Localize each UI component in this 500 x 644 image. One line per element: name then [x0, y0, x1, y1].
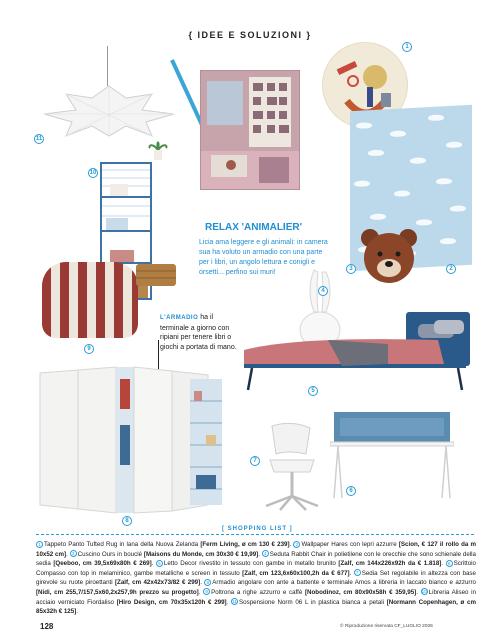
marker-7: 7 [250, 456, 260, 466]
room-photo [200, 70, 300, 190]
list-item: 3 Cuscino Ours in bouclé [Maisons du Monde, cm 30x30 € 19,99]. [70, 551, 262, 558]
marker-9: 9 [84, 344, 94, 354]
list-item: 11 Sospensione Norm 06 L in plastica bianca a petali [Normann Copenhagen, ø cm 85x32h € 125]. [36, 598, 476, 616]
list-item: 1 Tappeto Panto Tufted Rug in lana della Nuova Zelanda [Ferm Living, ø cm 130 € 239]. [36, 541, 293, 548]
marker-4: 4 [318, 286, 328, 296]
marker-10: 10 [89, 170, 97, 176]
list-item: 9 Poltrona a righe azzurro e caffè [Nobodinoz, cm 80x90x58h € 359,95]. [203, 589, 420, 596]
page-number: 128 [40, 622, 54, 631]
marker-11: 11 [35, 136, 43, 142]
bed-image [238, 310, 472, 392]
swivel-chair-image [258, 420, 324, 512]
marker-2: 2 [446, 264, 456, 274]
room-title: RELAX 'ANIMALIER' [205, 222, 302, 233]
list-item: 10 Libreria Aliseo in acciaio verniciato Fiordaliso [Hiro Design, cm 70x35x120h € 299]. [36, 588, 476, 606]
callout-text: ha il terminale a giorno con ripiani per tenere libri o giochi a portata di mano. [160, 314, 237, 351]
wicker-basket-image [134, 262, 178, 288]
list-item: 8 Armadio angolare con ante a battente e terminale Amos a libreria in laccato bianco e azzurro [Nidi, cm 255,7/157,5x60,2x257,9h prezzo su progetto]. [36, 579, 476, 596]
marker-6: 6 [346, 486, 356, 496]
plant-image [146, 138, 170, 162]
dashed-divider [36, 534, 474, 535]
marker-5: 5 [308, 386, 318, 396]
copyright-notice: © Riproduzione riservata CF_LUGLIO 2026 [340, 624, 433, 629]
list-item: 4 Seduta Rabbit Chair in polietilene con le orecchie che sono schienale della sedia [Qeeboo, cm 39,5x69x80h € 269]. [36, 550, 476, 568]
marker-8: 8 [122, 516, 132, 526]
callout-keyword: L'ARMADIO [160, 315, 199, 321]
list-item: 5 Letto Decor rivestito in tessuto con gambe in metallo brunito [Zalf, cm 144x226x92h da € 1.818]. [156, 560, 446, 567]
shopping-list [36, 540, 476, 617]
pendant-lamp-image [34, 80, 184, 140]
bear-cushion-image [358, 226, 420, 288]
marker-3: 3 [346, 264, 356, 274]
section-title: { IDEE E SOLUZIONI } [188, 30, 312, 40]
marker-1: 1 [402, 42, 412, 52]
list-item: 2 Wallpaper Hares con lepri azzurre [Scion, € 127 il rollo da m 10x52 cm]. [36, 541, 476, 558]
room-description: Licia ama leggere e gli animali: in camera sua ha voluto un armadio con una parte per i libri, un angolo lettura e conigli e orsetti... perfino sui muri! [199, 239, 328, 276]
striped-pouf-image [42, 262, 138, 338]
shopping-list-title: [ SHOPPING LIST ] [222, 526, 293, 532]
list-item: 6 Scrittoio Compasso con top in melaminico, gambe metalliche e screen in tessuto [Zalf, cm 123,6x60x100,2h da € 677]. [36, 560, 476, 577]
corner-wardrobe-image [36, 365, 226, 515]
wardrobe-callout [160, 313, 242, 352]
list-item: 7 Sedia Set regolabile in altezza con base girevole su ruote piroettanti [Zalf, cm 42x42x73/82 € 299]. [36, 569, 476, 587]
